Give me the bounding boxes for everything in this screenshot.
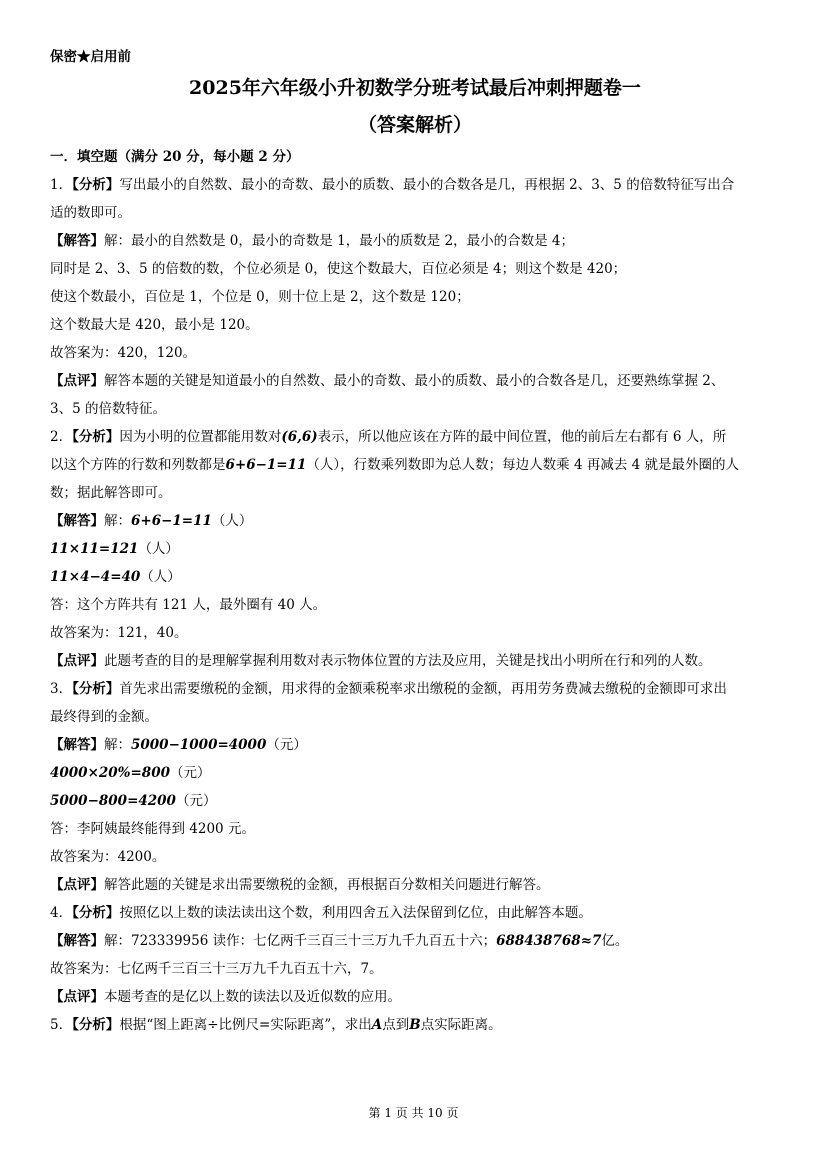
q1-answer-line: 使这个数最小，百位是 1，个位是 0，则十位上是 2，这个数是 120； [50, 289, 470, 305]
q3-analysis-line [50, 675, 780, 703]
q4-analysis-tag: 【分析】 [72, 905, 120, 921]
q2-unit: （人） [211, 513, 253, 529]
q2-answer-text: 解： [104, 513, 131, 529]
q1-final-answer: 故答案为：420，120。 [50, 345, 197, 361]
q2-final-answer: 故答案为：121，40。 [50, 625, 188, 641]
q1-answer-line: 这个数最大是 420，最小是 120。 [50, 317, 259, 333]
q4-analysis-text: 按照亿以上数的读法读出这个数，利用四舍五入法保留到亿位，由此解答本题。 [119, 905, 592, 921]
q3-comment-line [50, 871, 780, 899]
q1-comment-tag: 【点评】 [50, 373, 104, 389]
q3-answer-line [50, 731, 780, 759]
q4-answer-text: 解：723339956 读作：七亿两千三百三十三万九千九百五十六； [104, 933, 497, 949]
document-page [50, 44, 780, 1039]
q4-answer-line [50, 927, 780, 955]
q4-comment-line [50, 983, 780, 1011]
q3-unit: （元） [170, 765, 211, 781]
q1-analysis-tag: 【分析】 [72, 177, 120, 193]
q2-answer-line [50, 563, 780, 591]
q4-answer-tag: 【解答】 [50, 933, 104, 949]
q4-number: 4． [50, 905, 73, 921]
q3-final-answer: 故答案为：4200。 [50, 849, 166, 865]
section-title: 一．填空题（满分 20 分，每小题 2 分） [50, 149, 300, 165]
q1-comment-text: 解答本题的关键是知道最小的自然数、最小的奇数、最小的质数、最小的合数各是几，还要熟练掌握 2、 [104, 373, 725, 389]
document-subtitle: （答案解析） [357, 114, 472, 136]
q4-comment-tag: 【点评】 [50, 989, 104, 1005]
q2-formula: 11×11=121 [50, 541, 139, 557]
q4-formula: 688438768≈7 [496, 933, 602, 949]
q2-analysis-text: 表示，所以他应该在方阵的最中间位置，他的前后左右都有 6 人，所 [317, 429, 727, 445]
q4-comment-text: 本题考查的是亿以上数的读法以及近似数的应用。 [104, 989, 401, 1005]
q4-final-answer: 故答案为：七亿两千三百三十三万九千九百五十六，7。 [50, 961, 383, 977]
q3-comment-tag: 【点评】 [50, 877, 104, 893]
q5-number: 5． [50, 1017, 73, 1033]
q1-analysis-line [50, 171, 780, 199]
q2-comment-line [50, 647, 780, 675]
q1-analysis-text: 写出最小的自然数、最小的奇数、最小的质数、最小的合数各是几，再根据 2、3、5 的倍数特征写出合 [119, 177, 735, 193]
q2-answer-line [50, 535, 780, 563]
q3-analysis-tag: 【分析】 [72, 681, 120, 697]
q2-analysis-line [50, 423, 780, 451]
q3-formula: 5000−1000=4000 [131, 737, 267, 753]
q3-answer-line [50, 759, 780, 787]
q1-number: 1． [50, 177, 73, 193]
confidential-label: 保密★启用前 [50, 49, 131, 65]
q1-answer-text: 解：最小的自然数是 0，最小的奇数是 1，最小的质数是 2，最小的合数是 4； [104, 233, 575, 249]
page-footer: 第 1 页 共 10 页 [368, 1106, 459, 1120]
q2-comment-tag: 【点评】 [50, 653, 104, 669]
q2-analysis-text: 因为小明的位置都能用数对 [119, 429, 282, 445]
q3-analysis-line: 最终得到的金额。 [50, 709, 158, 725]
q5-point-b: B [409, 1017, 421, 1033]
q3-number: 3． [50, 681, 73, 697]
q2-answer-line [50, 507, 780, 535]
q5-analysis-text: 根据“图上距离÷比例尺=实际距离”，求出 [119, 1017, 372, 1033]
q5-analysis-line [50, 1011, 780, 1039]
q3-unit: （元） [175, 793, 217, 809]
q2-number: 2． [50, 429, 73, 445]
q1-comment-line [50, 367, 780, 395]
q5-point-a: A [371, 1017, 383, 1033]
q2-analysis-line [50, 451, 780, 479]
q2-analysis-line: 数；据此解答即可。 [50, 485, 172, 501]
q2-unit: （人） [140, 569, 181, 585]
q2-formula: 6+6−1=11 [225, 457, 307, 473]
q2-formula: 6+6−1=11 [131, 513, 212, 529]
q2-coordinate: (6,6) [281, 429, 318, 445]
q3-unit: （元） [266, 737, 307, 753]
document-title: 2025年六年级小升初数学分班考试最后冲刺押题卷一 [189, 77, 641, 99]
q1-answer-line [50, 227, 780, 255]
q3-formula: 5000−800=4200 [50, 793, 176, 809]
q5-analysis-tag: 【分析】 [72, 1017, 120, 1033]
q2-analysis-text: 以这个方阵的行数和列数都是 [50, 457, 226, 473]
q2-analysis-text: （人），行数乘列数即为总人数；每边人数乘 4 再减去 4 就是最外圈的人 [306, 457, 739, 473]
q3-comment-text: 解答此题的关键是求出需要缴税的金额，再根据百分数相关问题进行解答。 [104, 877, 550, 893]
q1-answer-tag: 【解答】 [50, 233, 104, 249]
q3-formula: 4000×20%=800 [50, 765, 170, 781]
q4-unit: 亿。 [601, 933, 629, 949]
q3-answer-text: 解： [104, 737, 131, 753]
q3-answer-line [50, 787, 780, 815]
q5-analysis-text: 点到 [382, 1017, 410, 1033]
q1-comment-line: 3、5 的倍数特征。 [50, 401, 166, 417]
q3-analysis-text: 首先求出需要缴税的金额，用求得的金额乘税率求出缴税的金额，再用劳务费减去缴税的金额即可求出 [119, 681, 727, 697]
q1-analysis-line: 适的数即可。 [50, 205, 131, 221]
q2-analysis-tag: 【分析】 [72, 429, 120, 445]
q4-analysis-line [50, 899, 780, 927]
q3-answer-line: 答：李阿姨最终能得到 4200 元。 [50, 821, 255, 837]
q2-answer-line: 答：这个方阵共有 121 人，最外圈有 40 人。 [50, 597, 327, 613]
q3-answer-tag: 【解答】 [50, 737, 104, 753]
q2-formula: 11×4−4=40 [50, 569, 141, 585]
q2-unit: （人） [138, 541, 179, 557]
q2-comment-text: 此题考查的目的是理解掌握利用数对表示物体位置的方法及应用，关键是找出小明所在行和列的人数。 [104, 653, 712, 669]
q5-analysis-text: 点实际距离。 [420, 1017, 502, 1033]
q1-answer-line: 同时是 2、3、5 的倍数的数，个位必须是 0，使这个数最大，百位必须是 4；则这个数是 420； [50, 261, 627, 277]
q2-answer-tag: 【解答】 [50, 513, 104, 529]
